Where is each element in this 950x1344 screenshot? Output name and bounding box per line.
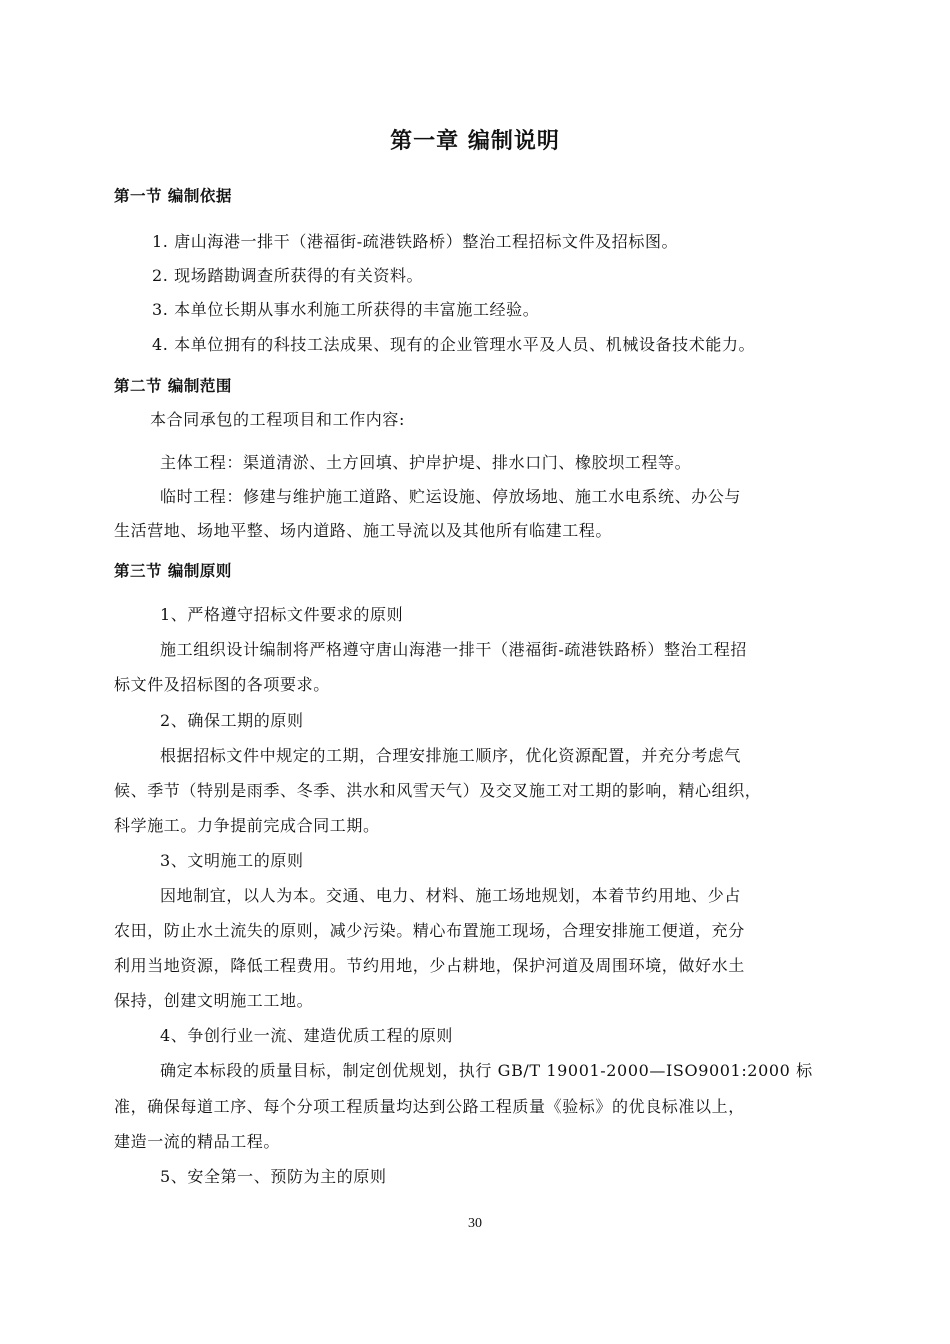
principle-1-line-1: 施工组织设计编制将严格遵守唐山海港一排干（港福街-疏港铁路桥）整治工程招 — [160, 640, 748, 659]
principle-1-title: 1、严格遵守招标文件要求的原则 — [160, 605, 404, 624]
principle-3-line-3: 利用当地资源，降低工程费用。节约用地，少占耕地，保护河道及周围环境，做好水土 — [114, 956, 745, 975]
section-heading-1: 第一节 编制依据 — [114, 186, 232, 205]
principle-4-line-2: 准，确保每道工序、每个分项工程质量均达到公路工程质量《验标》的优良标准以上， — [114, 1097, 745, 1116]
chapter-title: 第一章 编制说明 — [390, 128, 560, 154]
principle-2-line-3: 科学施工。力争提前完成合同工期。 — [114, 816, 380, 835]
scope-intro: 本合同承包的工程项目和工作内容: — [150, 410, 405, 429]
basis-item-2: 2. 现场踏勘调查所获得的有关资料。 — [152, 266, 424, 285]
principle-3-line-4: 保持，创建文明施工工地。 — [114, 991, 314, 1010]
principle-3-line-2: 农田，防止水土流失的原则，减少污染。精心布置施工现场，合理安排施工便道，充分 — [114, 921, 745, 940]
section-heading-3: 第三节 编制原则 — [114, 561, 232, 580]
page-number: 30 — [468, 1216, 482, 1231]
principle-5-title: 5、安全第一、预防为主的原则 — [160, 1167, 387, 1186]
principle-1-line-2: 标文件及招标图的各项要求。 — [114, 675, 330, 694]
section-heading-2: 第二节 编制范围 — [114, 376, 232, 395]
basis-item-1: 1. 唐山海港一排干（港福街-疏港铁路桥）整治工程招标文件及招标图。 — [152, 232, 679, 251]
scope-temp-works-line-2: 生活营地、场地平整、场内道路、施工导流以及其他所有临建工程。 — [114, 521, 613, 540]
principle-2-title: 2、确保工期的原则 — [160, 711, 304, 730]
principle-4-line-3: 建造一流的精品工程。 — [114, 1132, 281, 1151]
basis-item-4: 4. 本单位拥有的科技工法成果、现有的企业管理水平及人员、机械设备技术能力。 — [152, 335, 756, 354]
principle-4-line-1: 确定本标段的质量目标，制定创优规划，执行 GB/T 19001-2000—ISO9001:2000 标 — [160, 1061, 813, 1080]
principle-4-title: 4、争创行业一流、建造优质工程的原则 — [160, 1026, 453, 1045]
scope-temp-works-line-1: 临时工程：修建与维护施工道路、贮运设施、停放场地、施工水电系统、办公与 — [160, 487, 742, 506]
principle-3-title: 3、文明施工的原则 — [160, 851, 304, 870]
scope-main-works: 主体工程：渠道清淤、土方回填、护岸护堤、排水口门、橡胶坝工程等。 — [160, 453, 692, 472]
principle-2-line-2: 候、季节（特别是雨季、冬季、洪水和风雪天气）及交叉施工对工期的影响，精心组织， — [114, 781, 762, 800]
principle-3-line-1: 因地制宜，以人为本。交通、电力、材料、施工场地规划，本着节约用地、少占 — [160, 886, 742, 905]
principle-2-line-1: 根据招标文件中规定的工期，合理安排施工顺序，优化资源配置，并充分考虑气 — [160, 746, 742, 765]
basis-item-3: 3. 本单位长期从事水利施工所获得的丰富施工经验。 — [152, 300, 540, 319]
